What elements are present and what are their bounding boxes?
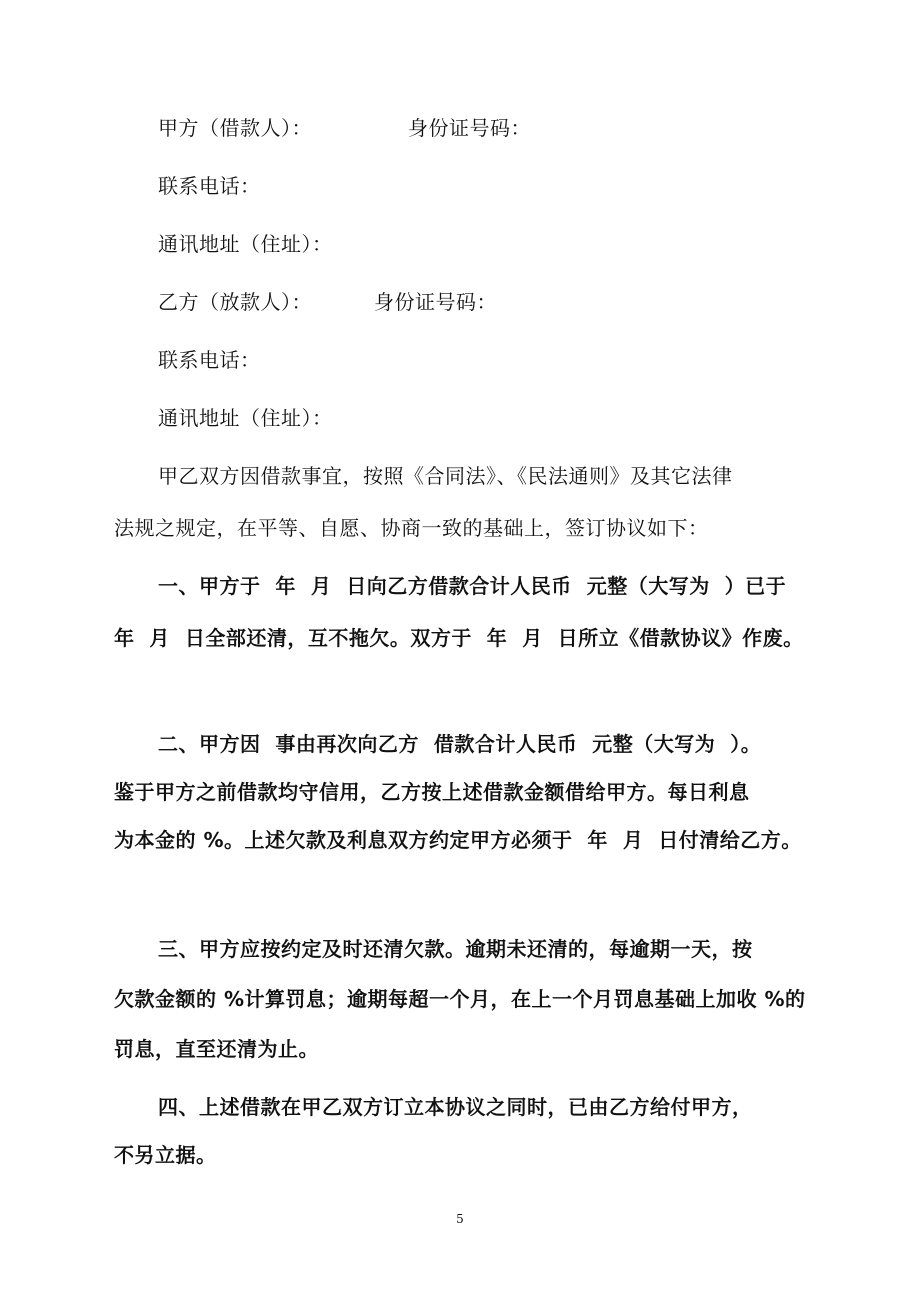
preamble-line-2: 法规之规定，在平等、自愿、协商一致的基础上，签订协议如下： <box>114 516 709 540</box>
party-a-address-label: 通讯地址（住址）： <box>158 232 333 256</box>
party-a-label: 甲方（借款人）： <box>158 116 312 140</box>
clause-4-line-1: 四、上述借款在甲乙双方订立本协议之同时，已由乙方给付甲方， <box>158 1095 753 1119</box>
clause-3-line-2: 欠款金额的 %计算罚息；逾期每超一个月，在上一个月罚息基础上加收 %的 <box>114 987 806 1011</box>
clause-2-line-3: 为本金的 %。上述欠款及利息双方约定甲方必须于 年 月 日付清给乙方。 <box>114 828 802 852</box>
page-number: 5 <box>456 1212 464 1226</box>
preamble-line-1: 甲乙双方因借款事宜，按照《合同法》、《民法通则》及其它法律 <box>158 464 733 488</box>
clause-4-line-2: 不另立据。 <box>114 1143 217 1167</box>
party-a-id-label: 身份证号码： <box>408 116 531 140</box>
clause-3-line-3: 罚息，直至还清为止。 <box>114 1037 319 1061</box>
party-a-phone-label: 联系电话： <box>158 174 261 198</box>
party-b-label: 乙方（放款人）： <box>158 290 312 314</box>
clause-1-line-2: 年 月 日全部还清，互不拖欠。双方于 年 月 日所立《借款协议》作废。 <box>114 626 804 650</box>
party-b-id-label: 身份证号码： <box>374 290 497 314</box>
clause-3-line-1: 三、甲方应按约定及时还清欠款。逾期未还清的，每逾期一天，按 <box>158 937 753 961</box>
clause-1-line-1: 一、甲方于 年 月 日向乙方借款合计人民币 元整（大写为 ）已于 <box>158 574 787 598</box>
party-b-phone-label: 联系电话： <box>158 348 261 372</box>
clause-2-line-1: 二、甲方因 事由再次向乙方 借款合计人民币 元整（大写为 ）。 <box>158 732 762 756</box>
party-b-address-label: 通讯地址（住址）： <box>158 406 333 430</box>
clause-2-line-2: 鉴于甲方之前借款均守信用，乙方按上述借款金额借给甲方。每日利息 <box>114 780 750 804</box>
